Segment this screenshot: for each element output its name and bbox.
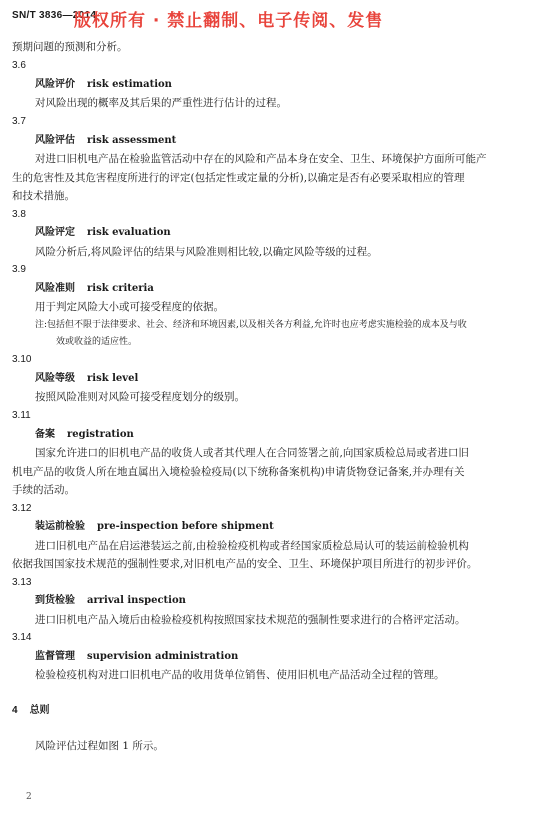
standard-code: SN/T 3836—2014 [12,10,97,21]
definition-line: 和技术措施。 [12,190,75,202]
page-header [12,6,532,31]
term-heading [35,594,186,608]
clause-number: 3.9 [12,264,26,275]
term-heading [35,134,176,148]
term-zh: 监督管理 [35,651,75,662]
term-en: pre-inspection before shipment [97,521,274,532]
term-heading [35,372,138,386]
term-en: risk level [87,373,139,384]
definition-line: 国家允许进口的旧机电产品的收货人或者其代理人在合同签署之前,向国家质检总局或者进口旧 [35,447,469,459]
term-heading [35,650,238,664]
definition-line: 对风险出现的概率及其后果的严重性进行估计的过程。 [35,97,287,109]
term-zh: 风险评定 [35,227,75,238]
term-zh: 装运前检验 [35,521,85,532]
paragraph-line: 风险评估过程如图 1 所示。 [35,740,164,752]
clause-number: 3.11 [12,410,31,421]
definition-line: 按照风险准则对风险可接受程度划分的级别。 [35,391,245,403]
term-zh: 风险准则 [35,283,75,294]
term-en: risk assessment [87,135,177,146]
term-en: risk criteria [87,283,154,294]
term-zh: 到货检验 [35,595,75,606]
definition-line: 风险分析后,将风险评估的结果与风险准则相比较,以确定风险等级的过程。 [35,246,378,258]
term-en: arrival inspection [87,595,186,606]
copyright-watermark: 版权所有 · 禁止翻制、电子传阅、发售 [74,11,384,31]
term-zh: 风险评价 [35,79,75,90]
term-en: registration [67,429,134,440]
clause-number: 3.8 [12,209,26,220]
term-en: risk evaluation [87,227,171,238]
paragraph-line: 预期问题的预测和分析。 [12,41,128,53]
term-zh: 风险等级 [35,373,75,384]
definition-line: 对进口旧机电产品在检验监管活动中存在的风险和产品本身在安全、卫生、环境保护方面所可能产 [35,153,487,165]
clause-number: 3.12 [12,503,32,514]
clause-number: 3.7 [12,116,26,127]
note-line: 注:包括但不限于法律要求、社会、经济和环境因素,以及相关各方利益,允许时也应考虑实施检验的成本及与收 [35,320,467,330]
term-zh: 备案 [35,429,55,440]
page-number: 2 [26,792,32,802]
term-heading [35,520,274,534]
definition-line: 手续的活动。 [12,484,75,496]
clause-number: 3.6 [12,60,26,71]
section-title: 总则 [29,705,50,716]
definition-line: 进口旧机电产品入境后由检验检疫机构按照国家技术规范的强制性要求进行的合格评定活动。 [35,614,466,626]
term-en: supervision administration [87,651,239,662]
note-line: 效或收益的适应性。 [56,337,138,347]
section-heading [12,704,50,718]
term-heading [35,78,172,92]
term-heading [35,226,171,240]
term-heading [35,282,154,296]
definition-line: 生的危害性及其危害程度所进行的评定(包括定性或定量的分析),以确定是否有必要采取相应的管理 [12,172,465,184]
term-zh: 风险评估 [35,135,75,146]
term-heading [35,428,134,442]
definition-line: 机电产品的收货人所在地直属出入境检验检疫局(以下统称备案机构)申请货物登记备案,并办理有关 [12,466,465,478]
definition-line: 检验检疫机构对进口旧机电产品的收用货单位销售、使用旧机电产品活动全过程的管理。 [35,669,445,681]
definition-line: 进口旧机电产品在启运港装运之前,由检验检疫机构或者经国家质检总局认可的装运前检验机构 [35,540,469,552]
clause-number: 3.13 [12,577,32,588]
term-en: risk estimation [87,79,172,90]
clause-number: 3.10 [12,354,32,365]
section-number: 4 [12,705,18,716]
clause-number: 3.14 [12,632,32,643]
definition-line: 用于判定风险大小或可接受程度的依据。 [35,301,224,313]
definition-line: 依据我国国家技术规范的强制性要求,对旧机电产品的安全、卫生、环境保护项目所进行的初步评价。 [12,558,478,570]
